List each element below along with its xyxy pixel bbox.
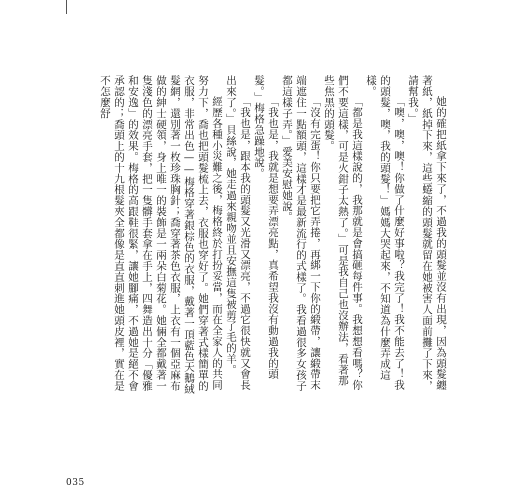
paragraph: 她的確把紙拿下來了，不過我的頭髮並沒有出現，因為頭髮纏著紙，紙掉下來，這些蜷縮的頭髮就留在她被害人面前攤了下來，請幫我。」 <box>407 75 447 392</box>
paragraph: 經歷各種小災難之後，梅格終於打扮妥當，而在全家人的共同努力下，喬也把頭髮梳上去，衣服也穿好了。她們穿著式樣簡單的衣服，非常出色——梅格穿著銀棕色的衣服，戴著一頂藍色天鵝絨髮網，還別著一枚珍珠胸針；喬穿著茶色衣服，上衣有一個亞麻布做的紳士硬領，身上唯一的裝飾是一兩朵白菊花。她倆全都戴著一隻淺色的漂亮手套，把一隻髒手套拿在手上，四舞造出十分「優雅和安逸」的效果。梅格的高跟鞋很緊，讓她腳痛，不過她是絕不會承認的；喬頭上的十九根髮夾全都像是直直刺進她頭皮裡，實在是不怎麼舒 <box>99 75 223 395</box>
paragraph: 「沒有完蛋！你只要把它弄捲，再綁一下你的緞帶，讓緞帶末端遮住一點額頭，這樣才是最新流行的式樣了。我看過很多女孩子都這樣子弄。」愛美安慰她說。 <box>281 75 321 392</box>
crop-mark <box>66 0 67 14</box>
body-text <box>99 75 448 395</box>
paragraph: 「噢，噢，噢！你做了什麼好事啦？我完了！我不能去了！我的頭髮，噢，我的頭髮！」媽媽大哭起來，不知道為什麼弄成這樣。 <box>365 75 405 391</box>
paragraph: 「我也是，我就是想要弄漂亮點，真希望我沒有動過我的頭髮。」梅格急躁地說。 <box>253 75 279 380</box>
paragraph: 「都是我這樣說的，我那就是會搞砸每件事。我想想看嗎？你們不要這樣，可是火鉗子太熱了。」可是我自己也沒辦法，看著那些焦黑的頭髮。 <box>323 75 363 391</box>
paragraph: 「我也是，跟本我的頭髮又光滑又漂亮，不過它很快就又會長出來了。」貝絲說，她走過來親吻並且安撫這隻被剪了毛的羊。 <box>225 75 251 391</box>
page-number: 035 <box>66 478 85 488</box>
